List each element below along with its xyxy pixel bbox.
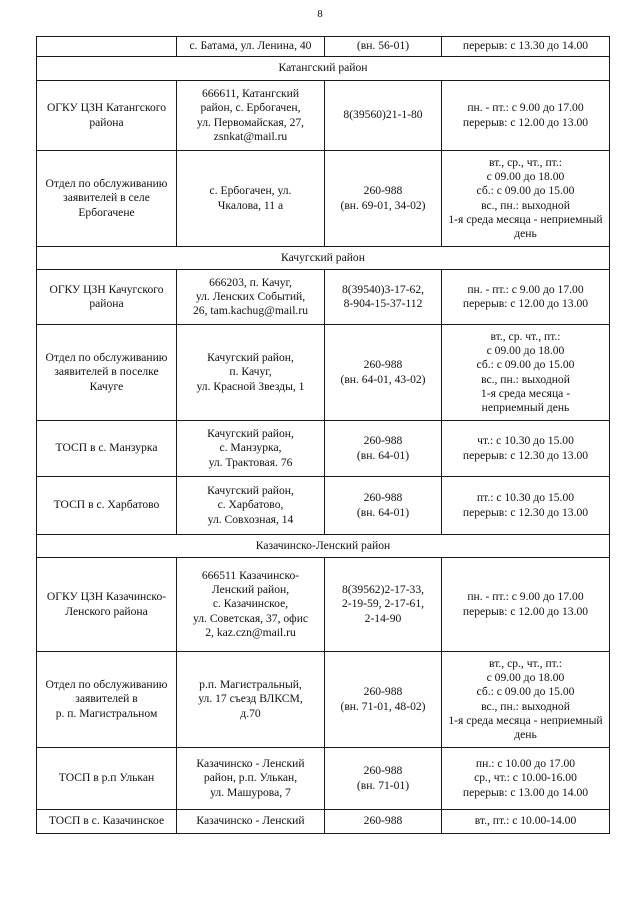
table-row: [37, 151, 610, 247]
name-cell: ТОСП в с. Казачинское: [37, 810, 177, 834]
phone-cell: 260-988 (вн. 71-01): [325, 748, 442, 810]
hours-cell: пн.: с 10.00 до 17.00 ср., чт.: с 10.00-16.00 перерыв: с 13.00 до 14.00: [442, 748, 610, 810]
table-row: [37, 810, 610, 834]
phone-cell: 260-988: [325, 810, 442, 834]
table-row: [37, 325, 610, 421]
table-row: [37, 81, 610, 151]
name-cell: Отдел по обслуживанию заявителей в селе Ербогачене: [37, 151, 177, 247]
table-row: [37, 652, 610, 748]
phone-cell: (вн. 56-01): [325, 37, 442, 57]
section-title: Качугский район: [37, 247, 610, 270]
address-cell: с. Ербогачен, ул. Чкалова, 11 а: [177, 151, 325, 247]
table-row: [37, 421, 610, 477]
address-cell: с. Батама, ул. Ленина, 40: [177, 37, 325, 57]
office-schedule-table: [36, 36, 610, 834]
section-title: Катангский район: [37, 57, 610, 81]
address-cell: Качугский район, п. Качуг, ул. Красной Звезды, 1: [177, 325, 325, 421]
section-title: Казачинско-Ленский район: [37, 535, 610, 558]
address-cell: Казачинско - Ленский район, р.п. Улькан, ул. Машурова, 7: [177, 748, 325, 810]
address-cell: Казачинско - Ленский: [177, 810, 325, 834]
hours-cell: пн. - пт.: с 9.00 до 17.00 перерыв: с 12.00 до 13.00: [442, 558, 610, 652]
name-cell: ОГКУ ЦЗН Катангского района: [37, 81, 177, 151]
phone-cell: 260-988 (вн. 64-01): [325, 421, 442, 477]
page-number: 8: [317, 8, 323, 20]
address-cell: р.п. Магистральный, ул. 17 съезд ВЛКСМ, д.70: [177, 652, 325, 748]
hours-cell: пн. - пт.: с 9.00 до 17.00 перерыв: с 12.00 до 13.00: [442, 81, 610, 151]
section-header-katanga: [37, 57, 610, 81]
name-cell: ОГКУ ЦЗН Казачинско- Ленского района: [37, 558, 177, 652]
phone-cell: 8(39540)3-17-62, 8-904-15-37-112: [325, 270, 442, 325]
hours-cell: чт.: с 10.30 до 15.00 перерыв: с 12.30 до 13.00: [442, 421, 610, 477]
address-cell: 666511 Казачинско- Ленский район, с. Казачинское, ул. Советская, 37, офис 2, kaz.czn@mail.ru: [177, 558, 325, 652]
table-row: [37, 748, 610, 810]
name-cell: Отдел по обслуживанию заявителей в р. п. Магистральном: [37, 652, 177, 748]
phone-cell: 260-988 (вн. 64-01): [325, 477, 442, 535]
hours-cell: вт., ср., чт., пт.: с 09.00 до 18.00 сб.: с 09.00 до 15.00 вс., пн.: выходной 1-я среда месяца - неприемный день: [442, 151, 610, 247]
name-cell: Отдел по обслуживанию заявителей в поселке Качуге: [37, 325, 177, 421]
hours-cell: вт., ср. чт., пт.: с 09.00 до 18.00 сб.: с 09.00 до 15.00 вс., пн.: выходной 1-я среда месяца - неприемный день: [442, 325, 610, 421]
name-cell: ОГКУ ЦЗН Качугского района: [37, 270, 177, 325]
name-cell: ТОСП в р.п Улькан: [37, 748, 177, 810]
name-cell: ТОСП в с. Харбатово: [37, 477, 177, 535]
address-cell: Качугский район, с. Харбатово, ул. Совхозная, 14: [177, 477, 325, 535]
phone-cell: 260-988 (вн. 71-01, 48-02): [325, 652, 442, 748]
section-header-kachug: [37, 247, 610, 270]
table-row: [37, 558, 610, 652]
name-cell: [37, 37, 177, 57]
address-cell: 666203, п. Качуг, ул. Ленских Событий, 26, tam.kachug@mail.ru: [177, 270, 325, 325]
hours-cell: пт.: с 10.30 до 15.00 перерыв: с 12.30 до 13.00: [442, 477, 610, 535]
phone-cell: 8(39562)2-17-33, 2-19-59, 2-17-61, 2-14-90: [325, 558, 442, 652]
phone-cell: 8(39560)21-1-80: [325, 81, 442, 151]
table-row: [37, 477, 610, 535]
hours-cell: пн. - пт.: с 9.00 до 17.00 перерыв: с 12.00 до 13.00: [442, 270, 610, 325]
table-row: [37, 270, 610, 325]
hours-cell: перерыв: с 13.30 до 14.00: [442, 37, 610, 57]
phone-cell: 260-988 (вн. 69-01, 34-02): [325, 151, 442, 247]
name-cell: ТОСП в с. Манзурка: [37, 421, 177, 477]
address-cell: 666611, Катангский район, с. Ербогачен, ул. Первомайская, 27, zsnkat@mail.ru: [177, 81, 325, 151]
section-header-kazachinsko-lensky: [37, 535, 610, 558]
address-cell: Качугский район, с. Манзурка, ул. Трактовая. 76: [177, 421, 325, 477]
phone-cell: 260-988 (вн. 64-01, 43-02): [325, 325, 442, 421]
hours-cell: вт., пт.: с 10.00-14.00: [442, 810, 610, 834]
hours-cell: вт., ср., чт., пт.: с 09.00 до 18.00 сб.: с 09.00 до 15.00 вс., пн.: выходной 1-я среда месяца - неприемный день: [442, 652, 610, 748]
table-row: [37, 37, 610, 57]
